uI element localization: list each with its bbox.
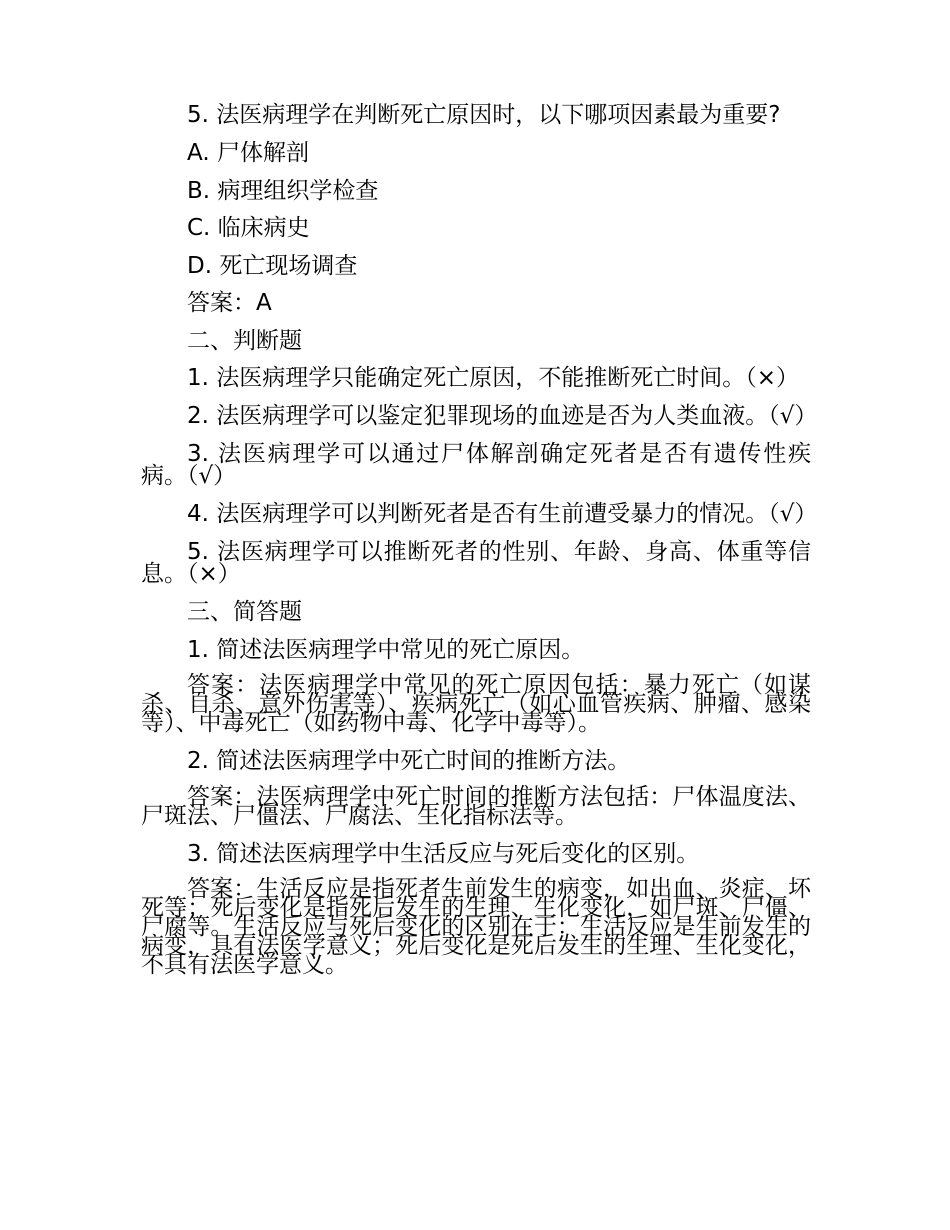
judgment-item-3: 3. 法医病理学可以通过尸体解剖确定死者是否有遗传性疾病。（√） — [141, 441, 811, 489]
short-question-2: 2. 简述法医病理学中死亡时间的推断方法。 — [187, 748, 631, 774]
judgment-item-1: 1. 法医病理学只能确定死亡原因，不能推断死亡时间。（×） — [187, 365, 800, 391]
short-answer-1: 答案：法医病理学中常见的死亡原因包括：暴力死亡（如谋杀、自杀、意外伤害等）、疾病死亡（如心血管疾病、肿瘤、感染等）、中毒死亡（如药物中毒、化学中毒等）。 — [141, 672, 811, 736]
choice-answer: 答案：A — [187, 290, 272, 316]
short-answer-3: 答案：生活反应是指死者生前发生的病变，如出血、炎症、坏死等；死后变化是指死后发生的生理、生化变化，如尸斑、尸僵、尸腐等。生活反应与死后变化的区别在于：生活反应是生前发生的病变，具有法医学意义；死后变化是死后发生的生理、生化变化，不具有法医学意义。 — [141, 876, 811, 978]
document-body — [141, 102, 818, 992]
section-heading-judgment: 二、判断题 — [187, 327, 302, 354]
option-c: C. 临床病史 — [187, 215, 310, 241]
section-heading-short-answer: 三、简答题 — [187, 599, 302, 625]
short-question-3: 3. 简述法医病理学中生活反应与死后变化的区别。 — [187, 840, 700, 867]
judgment-item-5: 5. 法医病理学可以推断死者的性别、年龄、身高、体重等信息。（×） — [141, 539, 811, 587]
short-answer-2: 答案：法医病理学中死亡时间的推断方法包括：尸体温度法、尸斑法、尸僵法、尸腐法、生化指标法等。 — [141, 783, 811, 829]
choice-question-5: 5. 法医病理学在判断死亡原因时，以下哪项因素最为重要? — [187, 102, 781, 128]
judgment-item-2: 2. 法医病理学可以鉴定犯罪现场的血迹是否为人类血液。（√） — [187, 403, 818, 429]
option-d: D. 死亡现场调查 — [187, 252, 358, 279]
short-question-1: 1. 简述法医病理学中常见的死亡原因。 — [187, 636, 585, 663]
option-b: B. 病理组织学检查 — [187, 177, 379, 204]
option-a: A. 尸体解剖 — [187, 140, 309, 166]
judgment-item-4: 4. 法医病理学可以判断死者是否有生前遭受暴力的情况。（√） — [187, 501, 818, 527]
